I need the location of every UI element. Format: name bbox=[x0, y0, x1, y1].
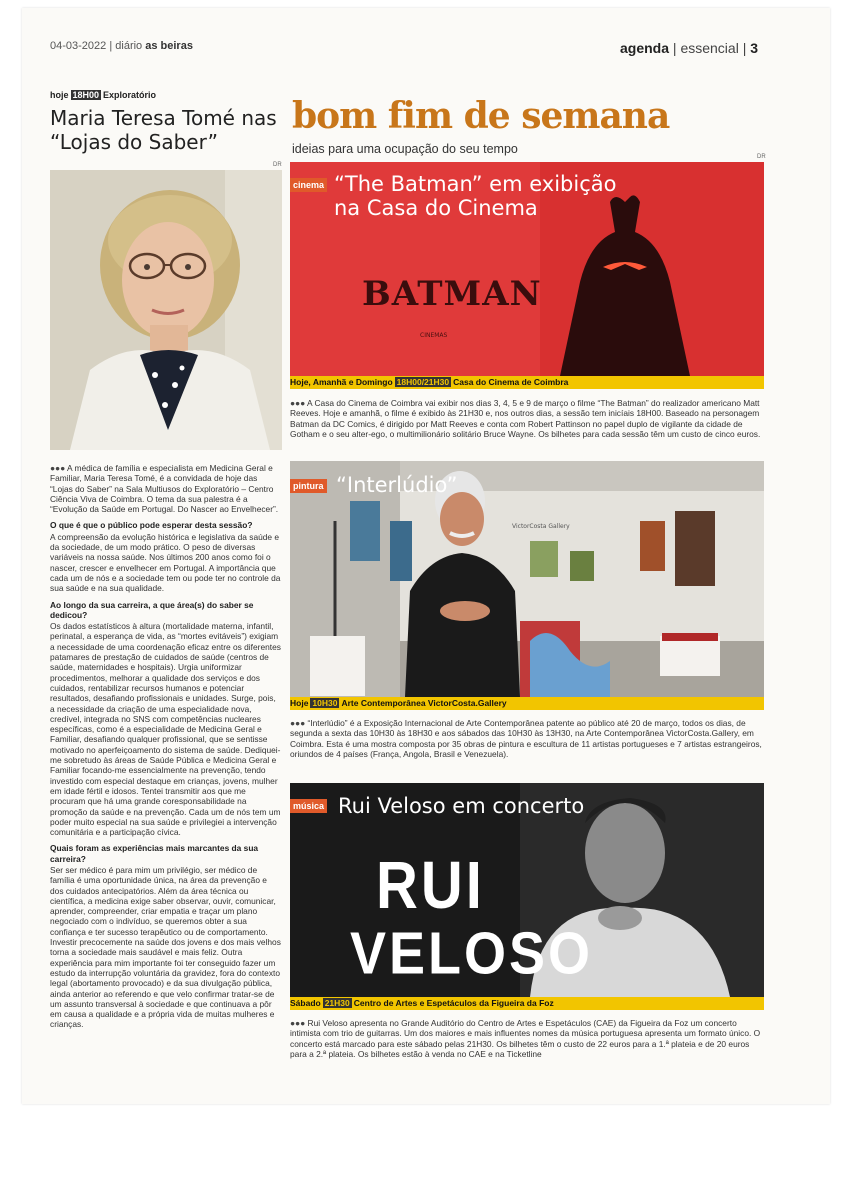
header-separator: | bbox=[109, 40, 113, 52]
cinema-panel bbox=[290, 162, 764, 376]
musica-cap-days: Sábado bbox=[290, 998, 321, 1008]
left-answer-2: Os dados estatísticos à altura (mortalidade materna, infantil, perinatal, a esperança de vida, as “mortes evitáveis”) exigiam a necessidade de uma coordenação eficaz entre os diferentes patamares de prestação de cuidados de saúde (centros de saúde, maternidades e hospitais). Urgia uniformizar procedimentos, melhorar a qualidade dos serviços e dos cuidados, rentabilizar recursos humanos e potenciar resultados, desafiando profissionais e unidades. Surge, pois, a necessidade da criação de uma especialidade nova, credível, integrada no SNS com competências nucleares específicas, como é a especialidade de Medicina Geral e Familiar, desafiando qualquer profissional, que se sentisse motivado no aperfeiçoamento do sistema de saúde. Dediquei-me sobretudo às áreas de Saúde Pública e Medicina Geral e Familiar focando-me essencialmente na prevenção, tendo investido com especial destaque em crianças, jovens, mulher em idade fértil e idosos. Tentei transmitir aos que me procuram que há uma grande coresponsabilidade na promoção da saúde e na prevenção. Cada um de nós tem um poder muito especial na sua saúde e privilegiei a intervenção comunitária e a participação cívica. bbox=[50, 621, 281, 838]
header-section-rest: essencial bbox=[680, 40, 739, 56]
left-question-3: Quais foram as experiências mais marcantes da sua carreira? bbox=[50, 843, 259, 864]
left-intro-paragraph bbox=[50, 463, 282, 514]
pintura-panel bbox=[290, 461, 764, 697]
musica-cap-venue: Centro de Artes e Espetáculos da Figueira da Foz bbox=[353, 998, 554, 1008]
musica-body bbox=[290, 1018, 764, 1060]
header-paper-prefix: diário bbox=[115, 40, 146, 52]
tag-time: 18H00 bbox=[72, 90, 100, 100]
gallery-sign: VictorCosta Gallery bbox=[512, 523, 570, 530]
header-page-number: 3 bbox=[750, 40, 759, 56]
header-separator-3: | bbox=[742, 40, 747, 56]
left-intro-text: A médica de família e especialista em Medicina Geral e Familiar, Maria Teresa Tomé, é a convidada de hoje das “Lojas do Saber” na Sala Multiusos do Exploratório – Centro Ciência Viva de Coimbra. O tema da sua palestra é a “Evolução da Saúde em Portugal. Do Nascer ao Envelhecer”. bbox=[50, 463, 279, 515]
musica-tag: música bbox=[290, 799, 327, 813]
cinema-caption-bar bbox=[290, 376, 764, 389]
poster-line-2: VELOSO bbox=[350, 920, 594, 987]
cinema-cap-days: Hoje, Amanhã e Domingo bbox=[290, 377, 393, 387]
left-photo-credit: DR bbox=[273, 162, 282, 168]
portrait-photo bbox=[50, 170, 282, 450]
bullet-dots-icon: ●●● bbox=[290, 398, 306, 408]
section-subheadline: ideias para uma ocupação do seu tempo bbox=[292, 142, 518, 156]
portrait-illustration bbox=[50, 170, 282, 450]
left-answer-3: Ser ser médico é para mim um privilégio, ser médico de família é uma oportunidade única, na área da prevenção e dos cuidados antecipatórios. Além da área técnica ou científica, a medicina exige saber observar, ouvir, comunicar, aprender, compreender, criar empatia e traçar um plano negociado com o indivíduo, se queremos obter a sua confiança e ter sucesso terapêutico ou de comportamento. Investir precocemente na saúde dos jovens e dos mais velhos torna a sociedade mais saudável e mais feliz. Outra experiência para mim importante foi ter conseguido fazer um estudo da interrupção voluntária da gravidez, fora do contexto legal (abortamento provocado) e da sua divulgação pública, ainda anterior ao referendo e que velo confirmar tratar-se de um assunto transversal à sociedade e que continuava a pôr em causa a qualidade e a própria vida de muitas mulheres e crianças. bbox=[50, 864, 281, 1030]
section-headline: bom fim de semana bbox=[292, 95, 670, 137]
pintura-caption-bar bbox=[290, 697, 764, 710]
left-event-tag bbox=[50, 90, 156, 100]
header-separator-2: | bbox=[672, 40, 677, 56]
left-question-1: O que é que o público pode esperar desta sessão? bbox=[50, 520, 253, 531]
pintura-title: “Interlúdio” bbox=[336, 473, 458, 497]
pintura-body-text: “Interlúdio” é a Exposição Internacional de Arte Contemporânea patente ao público até 20 de março, todos os dias, de segunda a sexta das 10H30 às 18H30 e aos sábados das 10H30 às 13H30, na Arte Contemporânea VictorCosta.Gallery, em Coimbra. Esta é uma mostra composta por 35 obras de pintura e escultura de 11 artistas portugueses e 7 artistas estrangeiros, oriundos de 4 países (França, Angola, Brasil e Venezuela). bbox=[290, 718, 762, 760]
left-question-2: Ao longo da sua carreira, a que área(s) do saber se dedicou? bbox=[50, 599, 254, 620]
musica-panel bbox=[290, 783, 764, 997]
musica-caption-bar bbox=[290, 997, 764, 1010]
pintura-cap-days: Hoje bbox=[290, 698, 309, 708]
pintura-cap-time: 10H30 bbox=[312, 698, 338, 708]
tag-venue: Exploratório bbox=[103, 90, 157, 100]
musica-cap-time: 21H30 bbox=[324, 998, 350, 1008]
left-article-title: Maria Teresa Tomé nas “Lojas do Saber” bbox=[50, 106, 277, 154]
musica-title: Rui Veloso em concerto bbox=[338, 794, 585, 818]
cinema-body bbox=[290, 398, 764, 440]
bullet-dots-icon: ●●● bbox=[290, 1018, 306, 1028]
musica-body-text: Rui Veloso apresenta no Grande Auditório do Centro de Artes e Espetáculos (CAE) da Figueira da Foz um concerto intimista com trio de guitarras. Um dos maiores e mais influentes nomes da música portuguesa apresenta um formato único. O concerto está marcado para este sábado pelas 21H30. Os bilhetes têm o custo de 22 euros para a 1.ª plateia e de 20 euros para a 2.ª plateia. Os bilhetes estão à venda no CAE e na Ticketline bbox=[290, 1018, 761, 1060]
header-paper-name: as beiras bbox=[145, 40, 193, 52]
header-date: 04-03-2022 bbox=[50, 40, 107, 52]
pintura-cap-venue: Arte Contemporânea VictorCosta.Gallery bbox=[341, 698, 507, 708]
pintura-tag: pintura bbox=[290, 479, 327, 493]
right-photo-credit: DR bbox=[757, 154, 766, 160]
bullet-dots-icon: ●●● bbox=[50, 463, 66, 473]
cinema-body-text: A Casa do Cinema de Coimbra vai exibir nos dias 3, 4, 5 e 9 de março o filme “The Batman” do realizador americano Matt Reeves. Hoje e amanhã, o filme é exibido às 21H30 e, nos outros dias, a sessão tem inicíais 18H00. Baseado na personagem Batman da DC Comics, é dirigido por Matt Reeves e conta com Robert Pattinson no papel duplo de vigilante da cidade de Gotham e o seu alter-ego, o multimilionário solitário Bruce Wayne. Os bilhetes para cada sessão têm um custo de cinco euros. bbox=[290, 398, 761, 440]
batman-poster-sub: CINEMAS bbox=[420, 332, 448, 339]
cinema-cap-time: 18H00/21H30 bbox=[396, 377, 450, 387]
cinema-title: “The Batman” em exibição na Casa do Cinema bbox=[334, 172, 617, 220]
left-article-body bbox=[50, 463, 282, 1036]
tag-today: hoje bbox=[50, 90, 69, 100]
cinema-cap-venue: Casa do Cinema de Coimbra bbox=[453, 377, 569, 387]
poster-line-1: RUI bbox=[376, 848, 485, 924]
cinema-tag: cinema bbox=[290, 178, 327, 192]
header-section-line bbox=[620, 40, 758, 56]
pintura-body bbox=[290, 718, 764, 760]
bullet-dots-icon: ●●● bbox=[290, 718, 306, 728]
header-date-line bbox=[50, 40, 193, 52]
batman-poster-text: BATMAN bbox=[362, 274, 542, 314]
left-answer-1: A compreensão da evolução histórica e legislativa da saúde e da sociedade, de um modo prático. O peso de diversas variáveis na nossa saúde. Nos últimos 200 anos como foi o nascer, crescer e envelhecer em Portugal. A importância que cada um de nós e a sociedade tem ou pode ter no controle da sua saúde e na sua qualidade. bbox=[50, 531, 281, 594]
header-section-bold: agenda bbox=[620, 40, 670, 56]
